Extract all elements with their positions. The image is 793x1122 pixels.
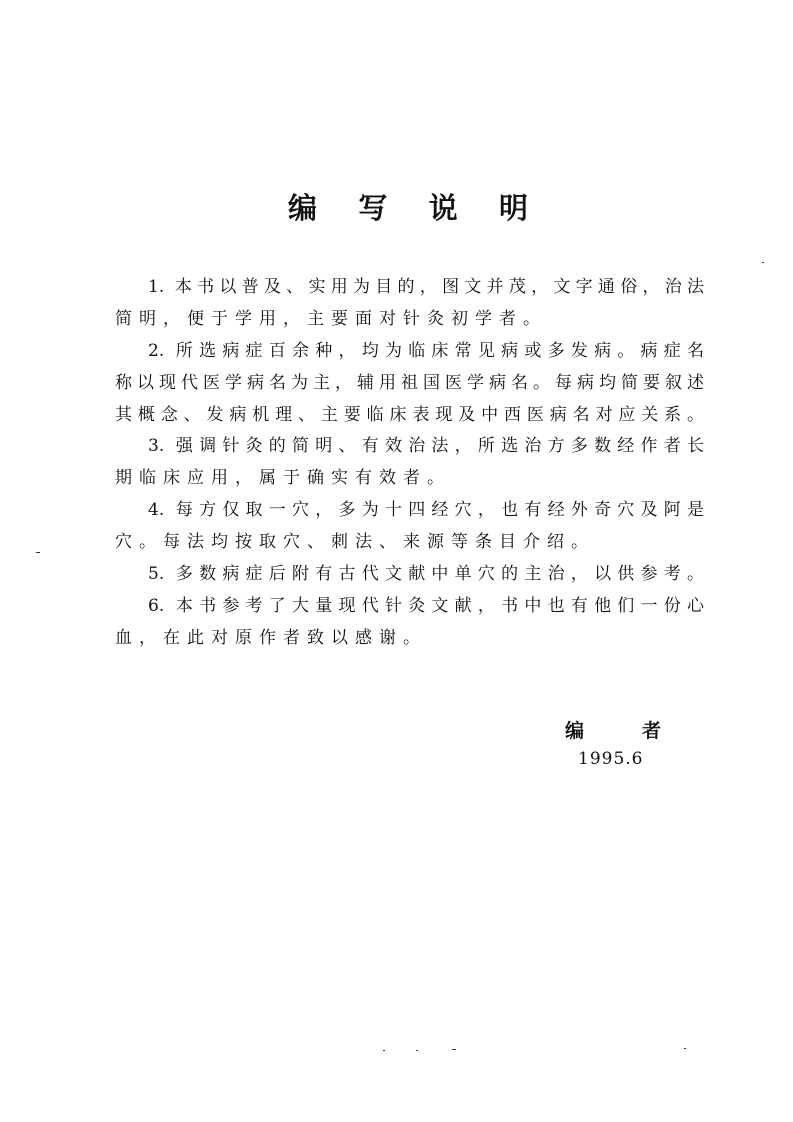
text-line: 血，在此对原作者致以感谢。 [115, 627, 427, 648]
text-line: 期临床应用，属于确实有效者。 [115, 468, 451, 489]
text-line: 其概念、发病机理、主要临床表现及中西医病名对应关系。 [115, 404, 704, 425]
paragraph-5 [115, 559, 704, 591]
text-line: 2. 所选病症百余种，均为临床常见病或多发病。病症名 [148, 340, 704, 361]
paragraph-4 [115, 495, 704, 559]
text-line: 6. 本书参考了大量现代针灸文献，书中也有他们一份心 [148, 595, 704, 616]
text-line: 简明，便于学用，主要面对针灸初学者。 [115, 308, 547, 329]
text-line: 5. 多数病症后附有古代文献中单穴的主治，以供参考。 [148, 564, 704, 585]
scan-speck [36, 552, 40, 553]
paragraph-6 [115, 591, 704, 655]
paragraph-2 [115, 336, 704, 432]
signature: 编者 [565, 720, 661, 742]
text-line: 4. 每方仅取一穴，多为十四经穴，也有经外奇穴及阿是 [148, 500, 704, 521]
text-line: 称以现代医学病名为主，辅用祖国医学病名。每病均简要叙述 [115, 372, 704, 393]
text-line: 穴。每法均按取穴、刺法、来源等条目介绍。 [115, 532, 595, 553]
date: 1995.6 [578, 749, 644, 769]
text-line: 3. 强调针灸的简明、有效治法，所选治方多数经作者长 [148, 436, 704, 457]
scan-speck [416, 1050, 418, 1051]
scan-speck [684, 1048, 686, 1049]
page-title: 编写说明 [288, 191, 528, 225]
preface-body [115, 272, 704, 655]
scan-speck [383, 1050, 385, 1051]
scan-speck [762, 262, 764, 263]
scan-speck [452, 1049, 456, 1050]
text-line: 1. 本书以普及、实用为目的，图文并茂，文字通俗，治法 [148, 277, 704, 297]
paragraph-3 [115, 431, 704, 495]
paragraph-1 [115, 272, 704, 336]
